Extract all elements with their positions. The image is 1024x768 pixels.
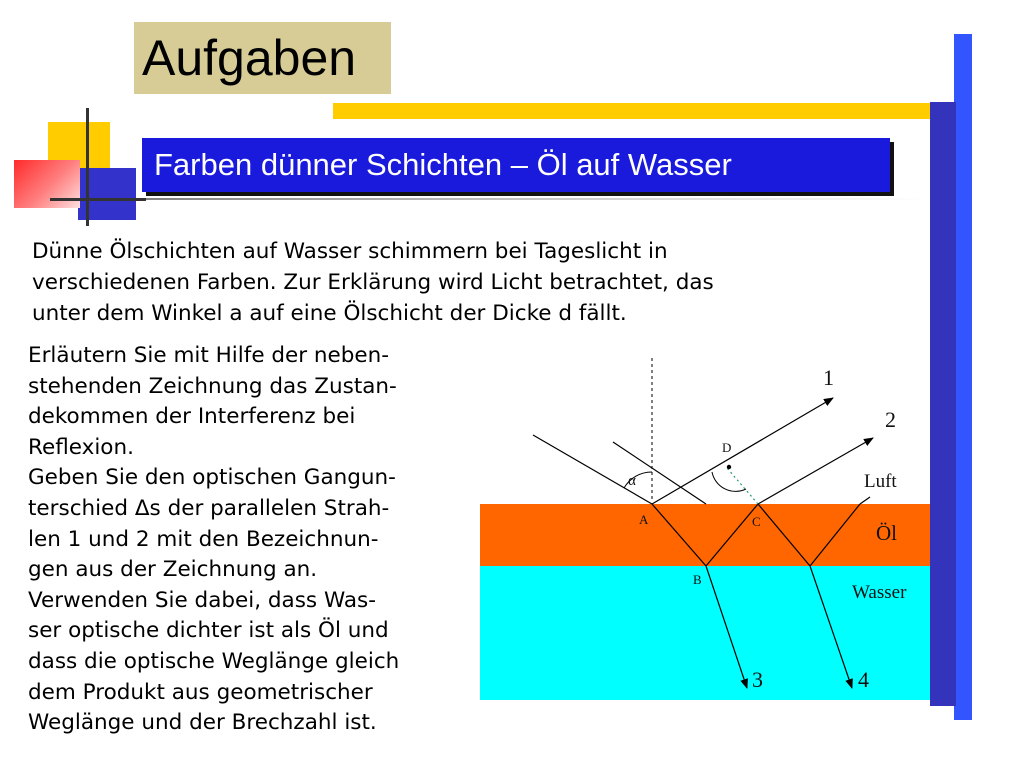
ray-label-4: 4 bbox=[858, 667, 869, 692]
task-line: dass die optische Weglänge gleich bbox=[28, 648, 400, 674]
point-label-c: C bbox=[752, 514, 761, 529]
ray-label-3: 3 bbox=[752, 667, 763, 692]
thin-film-diagram bbox=[480, 350, 932, 700]
right-angle-arc bbox=[712, 472, 746, 491]
intro-line: Dünne Ölschichten auf Wasser schimmern bei Tageslicht in bbox=[32, 239, 668, 264]
point-label-d: D bbox=[722, 440, 732, 455]
medium-label-oil: Öl bbox=[876, 521, 897, 545]
task-line: Verwenden Sie dabei, dass Was- bbox=[28, 587, 376, 613]
task-line: dekommen der Interferenz bei bbox=[28, 404, 356, 430]
task-line: Weglänge und der Brechzahl ist. bbox=[28, 710, 377, 736]
task-line: ser optische dichter ist als Öl und bbox=[28, 618, 389, 644]
ray-label-1: 1 bbox=[823, 365, 834, 390]
point-label-a: A bbox=[639, 512, 649, 527]
reflected-ray-1 bbox=[652, 398, 833, 504]
deco-vertical-line bbox=[86, 108, 89, 226]
reflected-ray-2 bbox=[758, 438, 873, 504]
point-label-b: B bbox=[693, 572, 702, 587]
perpendicular-cd bbox=[727, 468, 758, 504]
deco-horizontal-line bbox=[50, 198, 146, 201]
intro-line: unter dem Winkel a auf eine Ölschicht der Dicke d fällt. bbox=[32, 301, 627, 326]
task-line: len 1 und 2 mit den Bezeichnun- bbox=[28, 526, 379, 552]
task-line: Reflexion. bbox=[28, 434, 134, 460]
task-line: stehenden Zeichnung das Zustan- bbox=[28, 373, 397, 399]
incident-ray-1 bbox=[533, 435, 652, 504]
intro-paragraph bbox=[32, 236, 892, 329]
oil-layer bbox=[480, 504, 930, 566]
task-line: Erläutern Sie mit Hilfe der neben- bbox=[28, 343, 390, 368]
angle-label-alpha: α bbox=[628, 473, 636, 489]
task-line: Geben Sie den optischen Gangun- bbox=[28, 465, 396, 491]
deco-divider-line bbox=[86, 198, 926, 200]
task-line: terschied Δs der parallelen Strah- bbox=[28, 495, 390, 521]
medium-label-water: Wasser bbox=[852, 582, 907, 603]
deco-right-bar-light bbox=[954, 34, 972, 720]
deco-yellow-bar bbox=[333, 103, 935, 119]
task-line: gen aus der Zeichnung an. bbox=[28, 557, 318, 583]
point-d-dot bbox=[727, 465, 731, 469]
reflected-ray-stub bbox=[860, 497, 870, 504]
medium-label-air: Luft bbox=[864, 471, 897, 492]
task-paragraph bbox=[28, 341, 480, 739]
incident-ray-2 bbox=[613, 442, 706, 504]
task-line: dem Produkt aus geometrischer bbox=[28, 679, 373, 705]
ray-label-2: 2 bbox=[885, 407, 896, 432]
intro-line: verschiedenen Farben. Zur Erklärung wird Licht betrachtet, das bbox=[32, 270, 714, 295]
slide-subtitle: Farben dünner Schichten – Öl auf Wasser bbox=[142, 138, 890, 192]
slide-title: Aufgaben bbox=[134, 22, 391, 94]
deco-right-bar-dark bbox=[930, 102, 956, 706]
